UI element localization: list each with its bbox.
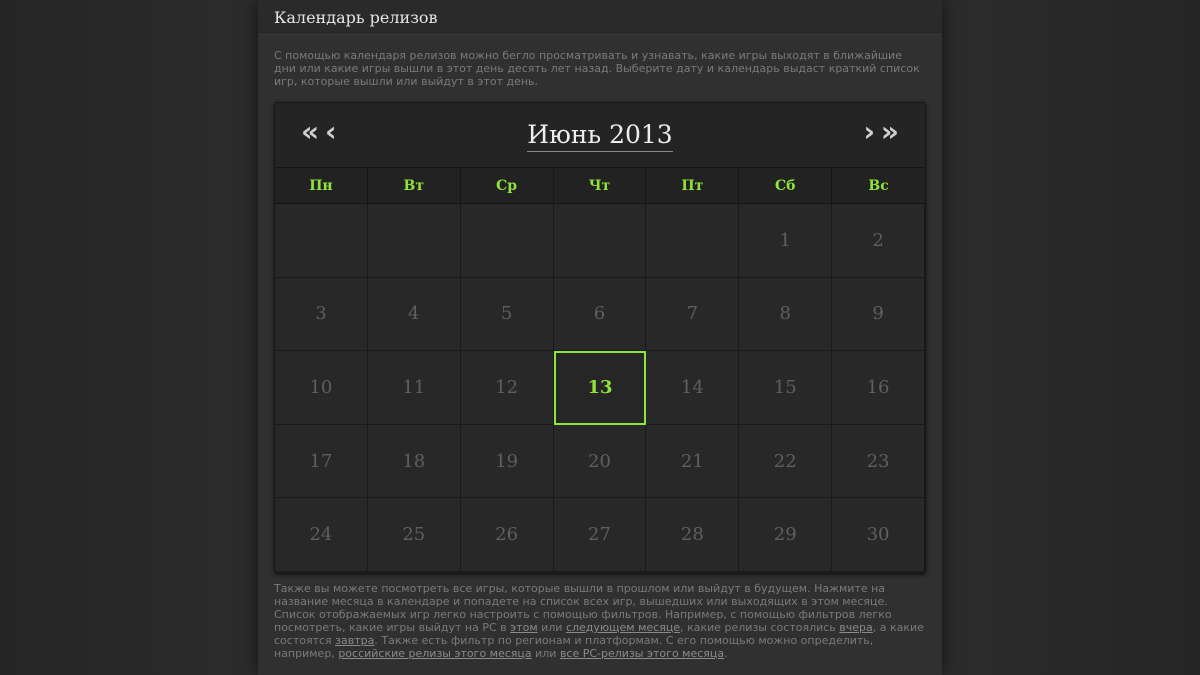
tomorrow-link[interactable]: завтра bbox=[335, 634, 375, 647]
day-cell[interactable]: 14 bbox=[646, 351, 739, 425]
weekday-mon: Пн bbox=[275, 168, 368, 203]
page-background-left bbox=[0, 0, 258, 675]
footer-text-part: или bbox=[531, 647, 560, 660]
prev-year-button[interactable]: « bbox=[301, 115, 320, 148]
weekday-row bbox=[275, 168, 925, 204]
day-cell[interactable]: 11 bbox=[368, 351, 461, 425]
weekday-sat: Сб bbox=[739, 168, 832, 203]
day-cell[interactable]: 1 bbox=[739, 204, 832, 278]
day-cell[interactable]: 22 bbox=[739, 425, 832, 499]
day-cell[interactable]: 26 bbox=[461, 498, 554, 572]
russian-releases-link[interactable]: российские релизы этого месяца bbox=[338, 647, 532, 660]
prev-month-button[interactable]: ‹ bbox=[325, 115, 337, 148]
yesterday-link[interactable]: вчера bbox=[839, 621, 873, 634]
footer-text bbox=[274, 582, 924, 660]
day-cell[interactable]: 15 bbox=[739, 351, 832, 425]
footer-text-part: . Также есть фильтр по регионам и платформам. С его помощью можно определить, например, bbox=[274, 634, 874, 660]
day-cell[interactable]: 29 bbox=[739, 498, 832, 572]
day-cell-empty bbox=[554, 204, 647, 278]
day-cell[interactable]: 8 bbox=[739, 278, 832, 352]
intro-text: С помощью календаря релизов можно бегло просматривать и узнавать, какие игры выходят в ближайшие дни или какие игры вышли в этот день десять лет назад. Выберите дату и календарь выдаст краткий список игр, которые вышли или выйдут в этот день. bbox=[274, 49, 920, 88]
day-cell[interactable]: 9 bbox=[832, 278, 925, 352]
day-cell[interactable]: 12 bbox=[461, 351, 554, 425]
day-cell[interactable]: 24 bbox=[275, 498, 368, 572]
day-grid bbox=[275, 204, 925, 572]
footer-text-part: , какие релизы состоялись bbox=[680, 621, 840, 634]
day-cell[interactable]: 2 bbox=[832, 204, 925, 278]
footer-text-part: . bbox=[724, 647, 728, 660]
day-cell[interactable]: 4 bbox=[368, 278, 461, 352]
day-cell-empty bbox=[461, 204, 554, 278]
day-cell[interactable]: 20 bbox=[554, 425, 647, 499]
day-cell[interactable]: 21 bbox=[646, 425, 739, 499]
footer-text-part: , а какие состоятся bbox=[274, 621, 924, 647]
day-cell-empty bbox=[275, 204, 368, 278]
day-cell[interactable]: 5 bbox=[461, 278, 554, 352]
calendar-header bbox=[275, 103, 925, 168]
day-cell[interactable]: 27 bbox=[554, 498, 647, 572]
weekday-wed: Ср bbox=[461, 168, 554, 203]
month-title-wrap bbox=[275, 120, 925, 149]
next-year-button[interactable]: » bbox=[880, 115, 899, 148]
weekday-fri: Пт bbox=[646, 168, 739, 203]
day-cell[interactable]: 30 bbox=[832, 498, 925, 572]
day-cell[interactable]: 6 bbox=[554, 278, 647, 352]
panel-header bbox=[258, 0, 942, 35]
release-calendar-panel bbox=[258, 0, 942, 675]
pc-releases-link[interactable]: все PC-релизы этого месяца bbox=[559, 647, 725, 660]
weekday-thu: Чт bbox=[554, 168, 647, 203]
page-background-right bbox=[942, 0, 1200, 675]
day-cell[interactable]: 23 bbox=[832, 425, 925, 499]
day-cell[interactable]: 25 bbox=[368, 498, 461, 572]
day-cell[interactable]: 16 bbox=[832, 351, 925, 425]
day-cell[interactable]: 19 bbox=[461, 425, 554, 499]
month-title-link[interactable]: Июнь 2013 bbox=[527, 120, 672, 152]
day-cell-empty bbox=[646, 204, 739, 278]
day-cell-selected[interactable]: 13 bbox=[554, 351, 647, 425]
day-cell[interactable]: 7 bbox=[646, 278, 739, 352]
footer-text-part: Также вы можете посмотреть все игры, которые вышли в прошлом или выйдут в будущем. Нажмите на название месяца в календаре и попадете на список всех игр, вышедших или выходящих в этом месяце. Список отображаемых игр легко настроить с помощью фильтров. Например, с помощью фильтров легко посмотреть, какие игры выйдут на PC в bbox=[274, 582, 892, 634]
this-month-link[interactable]: этом bbox=[510, 621, 538, 634]
day-cell-empty bbox=[368, 204, 461, 278]
day-cell[interactable]: 18 bbox=[368, 425, 461, 499]
next-month-link[interactable]: следующем месяце bbox=[565, 621, 681, 634]
page-title: Календарь релизов bbox=[274, 7, 438, 27]
day-cell[interactable]: 28 bbox=[646, 498, 739, 572]
day-cell[interactable]: 10 bbox=[275, 351, 368, 425]
next-month-button[interactable]: › bbox=[863, 115, 875, 148]
weekday-tue: Вт bbox=[368, 168, 461, 203]
day-cell[interactable]: 3 bbox=[275, 278, 368, 352]
weekday-sun: Вс bbox=[832, 168, 925, 203]
day-cell[interactable]: 17 bbox=[275, 425, 368, 499]
calendar bbox=[274, 102, 926, 574]
footer-text-part: или bbox=[537, 621, 566, 634]
